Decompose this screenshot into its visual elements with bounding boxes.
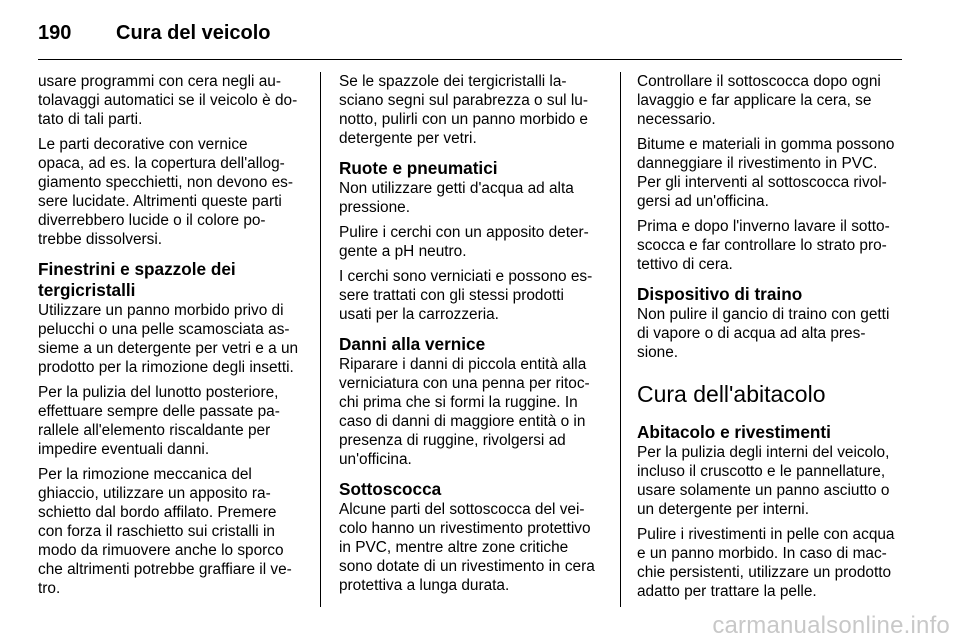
paragraph: Pulire i cerchi con un apposito deter- gente a pH neutro. bbox=[339, 224, 589, 260]
column-divider-right bbox=[620, 72, 621, 607]
section-heading-tow: Dispositivo di traino bbox=[637, 284, 803, 304]
paragraph: usare programmi con cera negli au- tolavaggi automatici se il veicolo è do- tato di tali parti. bbox=[38, 73, 298, 128]
paragraph: Utilizzare un panno morbido privo di pelucchi o una pelle scamosciata as- sieme a un detergente per vetri e a un prodotto per la rimozione degli insetti. bbox=[38, 302, 299, 376]
paragraph: Controllare il sottoscocca dopo ogni lavaggio e far applicare la cera, se necessario. bbox=[637, 73, 881, 128]
section-heading-underbody: Sottoscocca bbox=[339, 479, 442, 499]
paragraph: Per la pulizia degli interni del veicolo, incluso il cruscotto e le pannellature, usare solamente un panno asciutto o un detergente per interni. bbox=[637, 444, 890, 518]
header-rule bbox=[38, 59, 902, 60]
section-heading-wheels: Ruote e pneumatici bbox=[339, 158, 498, 178]
paragraph: Se le spazzole dei tergicristalli la- sciano segni sul parabrezza o sul lu- notto, pulirli con un panno morbido e detergente per vetri. bbox=[339, 73, 588, 147]
paragraph: Non utilizzare getti d'acqua ad alta pressione. bbox=[339, 180, 574, 216]
watermark: carmanualsonline.info bbox=[712, 612, 950, 639]
column-divider-left bbox=[320, 72, 321, 607]
section-heading-windows: Finestrini e spazzole dei tergicristalli bbox=[38, 259, 236, 300]
section-title: Cura del veicolo bbox=[116, 21, 271, 44]
paragraph: Pulire i rivestimenti in pelle con acqua e un panno morbido. In caso di mac- chie persistenti, utilizzare un prodotto adatto per trattare la pelle. bbox=[637, 526, 895, 600]
page-header bbox=[38, 16, 271, 50]
section-heading-interior: Abitacolo e rivestimenti bbox=[637, 422, 831, 442]
paragraph: I cerchi sono verniciati e possono es- sere trattati con gli stessi prodotti usati per la carrozzeria. bbox=[339, 268, 593, 323]
paragraph: Non pulire il gancio di traino con getti di vapore o di acqua ad alta pres- sione. bbox=[637, 306, 890, 361]
paragraph: Prima e dopo l'inverno lavare il sotto- scocca e far controllare lo strato pro- tettivo di cera. bbox=[637, 218, 890, 273]
paragraph: Alcune parti del sottoscocca del vei- colo hanno un rivestimento protettivo in PVC, mentre altre zone critiche sono dotate di un rivestimento in cera protettiva a lunga durata. bbox=[339, 501, 595, 594]
text-column-2 bbox=[339, 72, 605, 601]
page-number: 190 bbox=[38, 21, 72, 44]
paragraph: Bitume e materiali in gomma possono danneggiare il rivestimento in PVC. Per gli interventi al sottoscocca rivol- gersi ad un'officina. bbox=[637, 136, 895, 210]
paragraph: Per la rimozione meccanica del ghiaccio, utilizzare un apposito ra- schietto dal bordo affilato. Premere con forza il raschietto sui cristalli in modo da rimuovere anche lo sporco che altrimenti potrebbe graffiare il ve- tro. bbox=[38, 466, 292, 597]
chapter-heading-interior-care: Cura dell'abitacolo bbox=[637, 381, 826, 407]
paragraph: Riparare i danni di piccola entità alla verniciatura con una penna per ritoc- chi prima che si formi la ruggine. In caso di danni di maggiore entità o in presenza di ruggine, rivolgersi ad un'officina. bbox=[339, 356, 590, 468]
text-column-3 bbox=[637, 72, 903, 607]
text-column-1 bbox=[38, 72, 304, 604]
paragraph: Per la pulizia del lunotto posteriore, effettuare sempre delle passate pa- rallele all'elemento riscaldante per impedire eventuali danni. bbox=[38, 384, 280, 458]
section-heading-paint: Danni alla vernice bbox=[339, 334, 486, 354]
paragraph: Le parti decorative con vernice opaca, ad es. la copertura dell'allog- giamento specchietti, non devono es- sere lucidate. Altrimenti queste parti diverrebbero lucide o il colore po- trebbe dissolversi. bbox=[38, 136, 293, 248]
